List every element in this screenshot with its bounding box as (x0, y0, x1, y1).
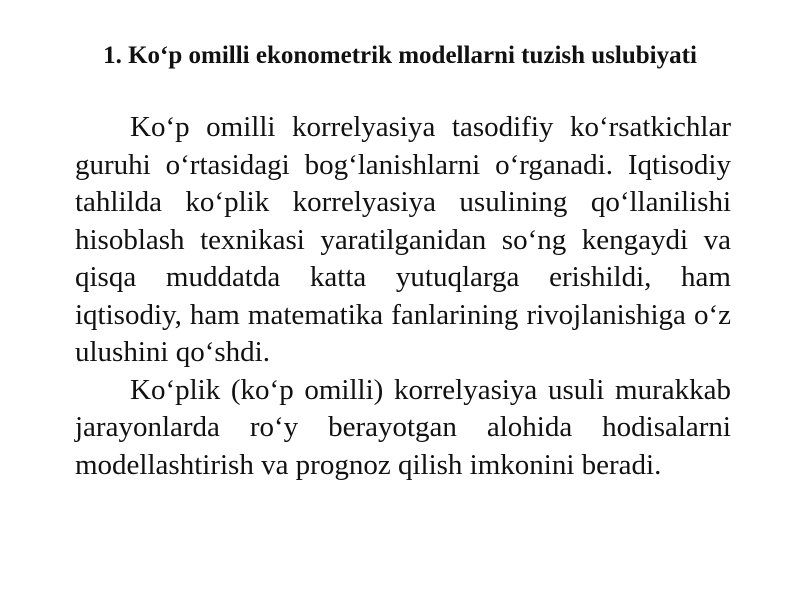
document-body (75, 109, 731, 484)
paragraph-1: Ko‘p omilli korrelyasiya tasodifiy ko‘rsatkichlar guruhi o‘rtasidagi bog‘lanishlarni o‘rganadi. Iqtisodiy tahlilda ko‘plik korrelyasiya usulining qo‘llanilishi hisoblash texnikasi yaratilganidan so‘ng kengaydi va qisqa muddatda katta yutuqlarga erishildi, ham iqtisodiy, ham matematika fanlarining rivojlanishiga o‘z ulushini qo‘shdi. (75, 111, 731, 368)
document-title: 1. Ko‘p omilli ekonometrik modellarni tuzish uslubiyati (103, 42, 697, 69)
paragraph-2: Ko‘plik (ko‘p omilli) korrelyasiya usuli murakkab jarayonlarda ro‘y berayotgan alohida hodisalarni modellashtirish va prognoz qilish imkonini beradi. (75, 373, 731, 481)
